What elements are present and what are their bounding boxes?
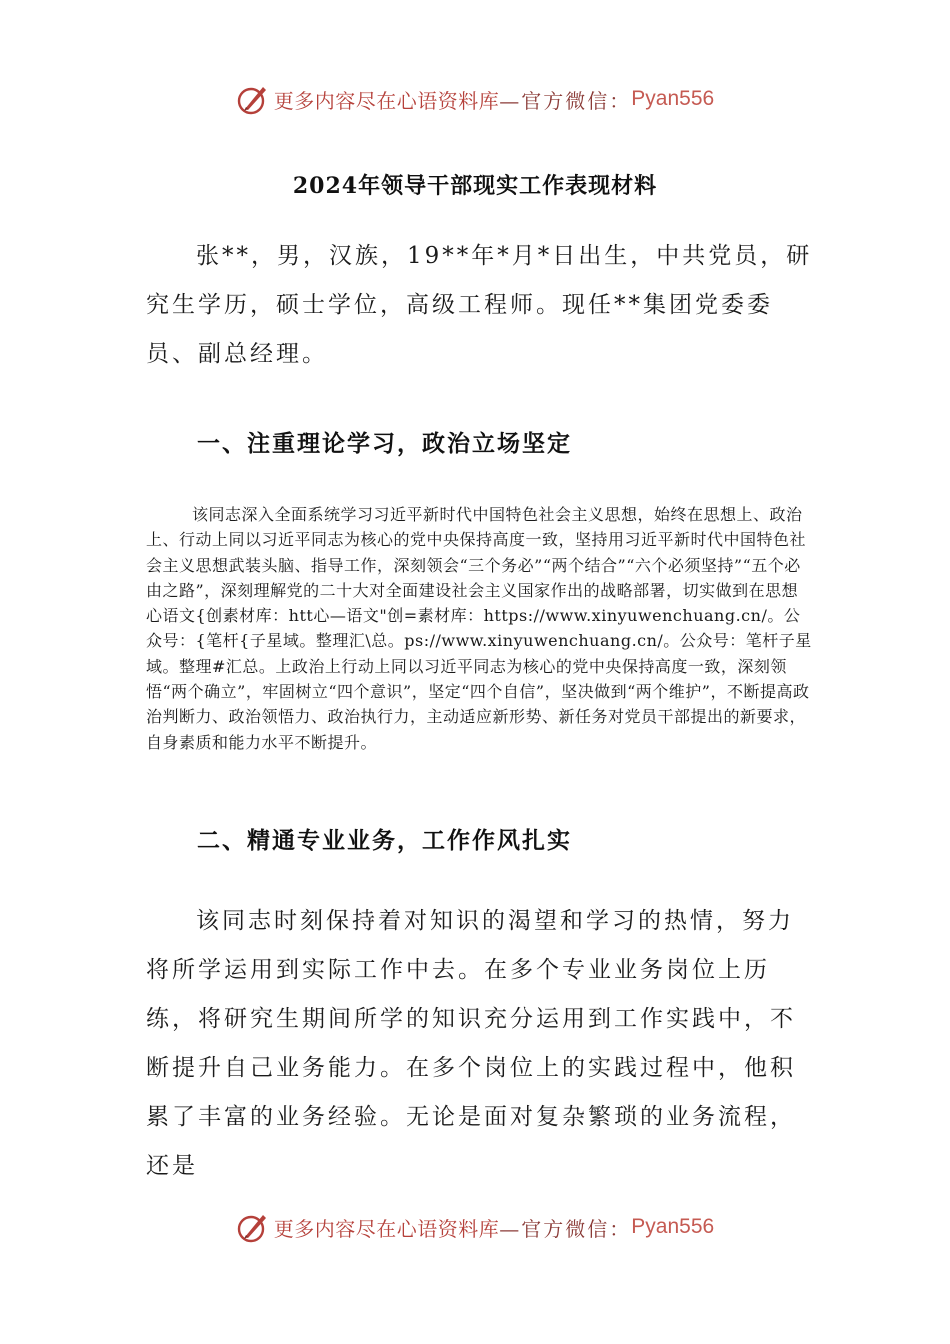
- intro-paragraph: [146, 232, 814, 379]
- watermark-banner-bottom: [0, 1210, 950, 1250]
- quill-pen-logo-icon: [236, 82, 270, 116]
- section-body-2: [146, 897, 814, 1191]
- intro-text: 张**，男，汉族，19**年*月*日出生，中共党员，研究生学历，硕士学位，高级工程师。现任**集团党委委员、副总经理。: [146, 243, 813, 367]
- watermark-official-label: —官方微信：: [499, 88, 632, 113]
- watermark-banner-top: [0, 82, 950, 122]
- page-title: 2024年领导干部现实工作表现材料: [292, 172, 658, 199]
- section-heading-1: 一、注重理论学习，政治立场坚定: [197, 431, 572, 457]
- quill-pen-logo-icon: [236, 1210, 270, 1244]
- watermark-official-label: —官方微信：: [499, 1216, 632, 1241]
- section-body-1: [146, 502, 814, 755]
- watermark-brand: 更多内容尽在心语资料库: [273, 1216, 500, 1241]
- section-body-1-text: 该同志深入全面系统学习习近平新时代中国特色社会主义思想，始终在思想上、政治上、行动上同以习近平同志为核心的党中央保持高度一致，坚持用习近平新时代中国特色社会主义思想武装头脑、指导工作，深刻领会“三个务必”“两个结合”“六个必须坚持”“五个必由之路”，深刻理解党的二十大对全面建设社会主义国家作出的战略部署，切实做到在思想心语文{创素材库：htt心—语文"创=素材库：https://www.xinyuwenchuang.cn/。公众号：{笔杆{子星域。整理汇\总。ps://www.xinyuwenchuang.cn/。公众号：笔杆子星域。整理#汇总。上政治上行动上同以习近平同志为核心的党中央保持高度一致，深刻领悟“两个确立”，牢固树立“四个意识”，坚定“四个自信”，坚决做到“两个维护”，不断提高政治判断力、政治领悟力、政治执行力，主动适应新形势、新任务对党员干部提出的新要求，自身素质和能力水平不断提升。: [146, 505, 812, 752]
- section-body-2-text: 该同志时刻保持着对知识的渴望和学习的热情，努力将所学运用到实际工作中去。在多个专业业务岗位上历练，将研究生期间所学的知识充分运用到工作实践中，不断提升自己业务能力。在多个岗位上的实践过程中，他积累了丰富的业务经验。无论是面对复杂繁琐的业务流程，还是: [146, 908, 796, 1179]
- watermark-wechat-id: Pyan556: [631, 87, 715, 110]
- section-heading-2: 二、精通专业业务，工作作风扎实: [197, 828, 572, 854]
- watermark-brand: 更多内容尽在心语资料库: [273, 88, 500, 113]
- watermark-wechat-id: Pyan556: [631, 1215, 715, 1238]
